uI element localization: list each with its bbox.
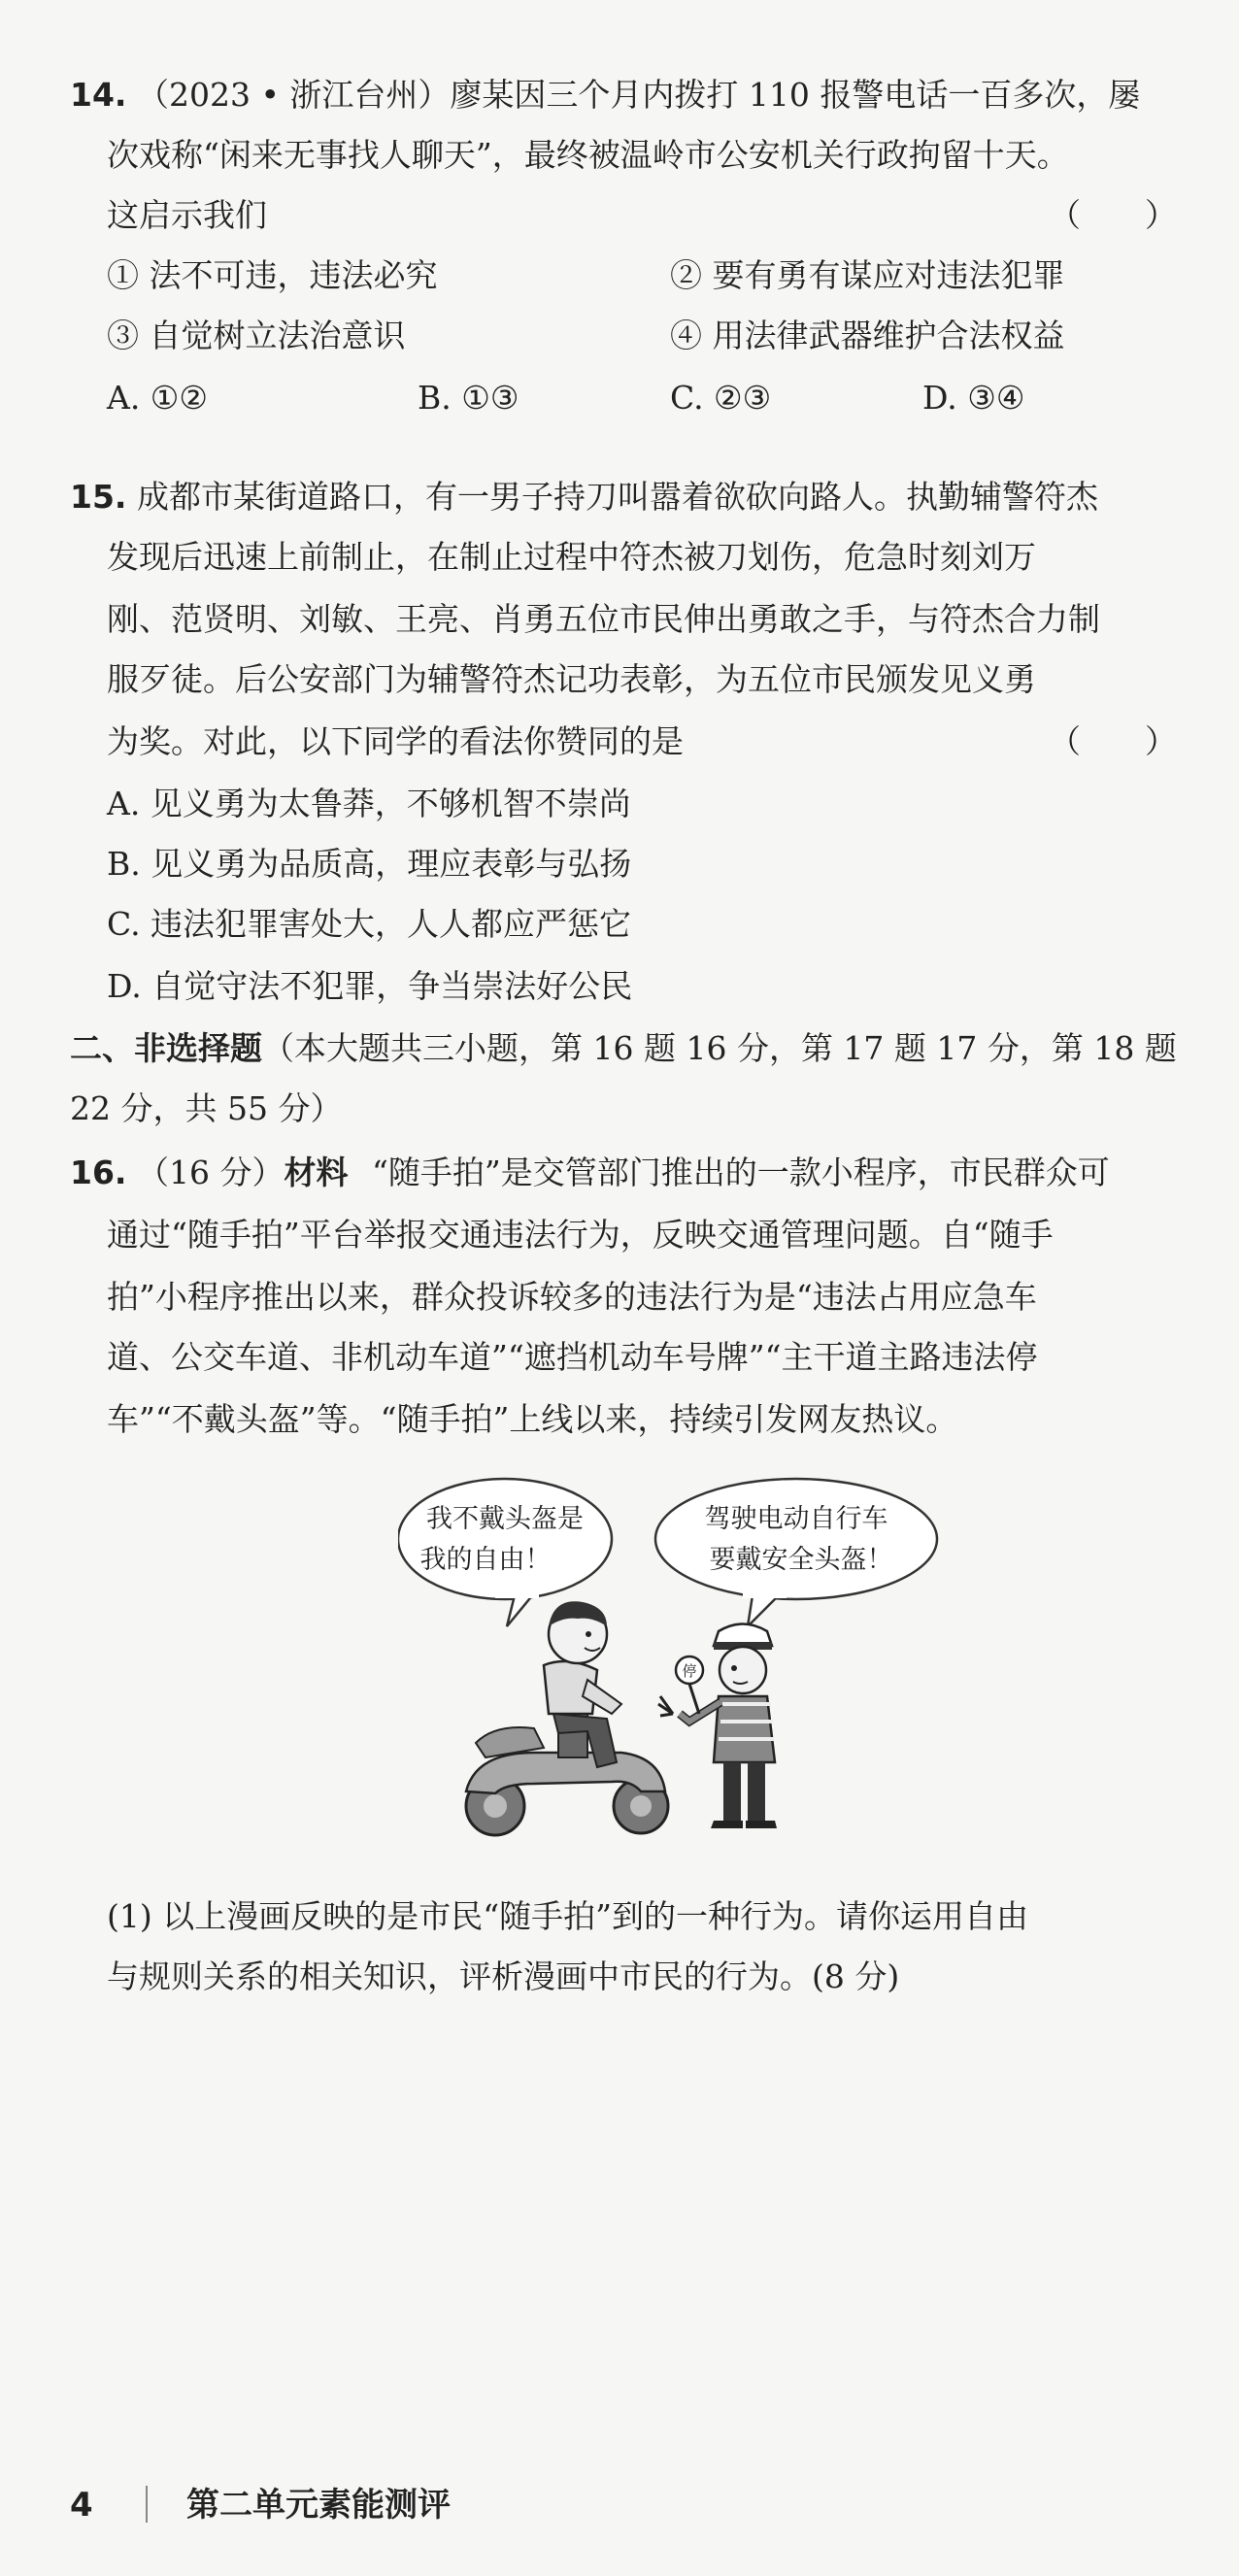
q15-number: 15. xyxy=(70,478,127,516)
footer-unit-title: 第二单元素能测评 xyxy=(186,2486,451,2525)
section2-desc-2: 22 分，共 55 分） xyxy=(70,1089,343,1127)
q14-option-1: ① 法不可违，违法必究 xyxy=(107,256,438,294)
q15-option-b[interactable]: B. 见义勇为品质高，理应表彰与弘扬 xyxy=(107,845,632,883)
q16-line1 xyxy=(70,1152,1110,1194)
q14-choice-d[interactable]: D. ③④ xyxy=(922,379,1025,417)
section2-heading xyxy=(70,1027,1177,1070)
q15-answer-paren[interactable]: （ ） xyxy=(1049,722,1177,760)
q15-line2: 发现后迅速上前制止，在制止过程中符杰被刀划伤，危急时刻刘万 xyxy=(107,538,1036,576)
q15-line3: 刚、范贤明、刘敏、王亮、肖勇五位市民伸出勇敢之手，与符杰合力制 xyxy=(107,600,1100,638)
q15-option-a[interactable]: A. 见义勇为太鲁莽，不够机智不崇尚 xyxy=(107,785,631,822)
footer-page-number: 4 xyxy=(70,2486,93,2525)
q14-line3: 这启示我们 xyxy=(107,196,267,234)
q14-number: 14. xyxy=(70,76,127,114)
q16-text-1: “随手拍”是交管部门推出的一款小程序，市民群众可 xyxy=(371,1154,1110,1191)
q14-option-3: ③ 自觉树立法治意识 xyxy=(107,317,406,354)
q16-material-label: 材料 xyxy=(284,1154,349,1191)
section2-title: 二、非选择题 xyxy=(70,1029,262,1067)
footer-divider xyxy=(146,2486,148,2523)
q14-choice-a[interactable]: A. ①② xyxy=(107,379,208,417)
traffic-officer xyxy=(658,1624,777,1829)
q15-option-d[interactable]: D. 自觉守法不犯罪，争当崇法好公民 xyxy=(107,967,633,1005)
q14-line1 xyxy=(70,74,1140,117)
q15-line5: 为奖。对此，以下同学的看法你赞同的是 xyxy=(107,722,684,760)
q16-line2: 通过“随手拍”平台举报交通违法行为，反映交通管理问题。自“随手 xyxy=(107,1216,1054,1254)
q16-sub1-line1: (1) 以上漫画反映的是市民“随手拍”到的一种行为。请你运用自由 xyxy=(107,1897,1028,1935)
q14-answer-paren[interactable]: （ ） xyxy=(1049,196,1177,234)
q14-option-4: ④ 用法律武器维护合法权益 xyxy=(670,317,1065,354)
cartoon-illustration xyxy=(398,1471,952,1840)
q14-choice-c[interactable]: C. ②③ xyxy=(670,379,772,417)
left-bubble-text-2: 我的自由！ xyxy=(419,1545,552,1575)
q16-line5: 车”“不戴头盔”等。“随手拍”上线以来，持续引发网友热议。 xyxy=(107,1400,958,1438)
q14-option-2: ② 要有勇有谋应对违法犯罪 xyxy=(670,256,1065,294)
q14-text-1: （2023 • 浙江台州）廖某因三个月内拨打 110 报警电话一百多次，屡 xyxy=(136,76,1141,114)
q15-option-c[interactable]: C. 违法犯罪害处大，人人都应严惩它 xyxy=(107,905,632,943)
scooter-rider xyxy=(466,1601,668,1835)
section2-desc-1: （本大题共三小题，第 16 题 16 分，第 17 题 17 分，第 18 题 xyxy=(262,1029,1177,1067)
right-bubble-text-2: 要戴安全头盔！ xyxy=(709,1545,893,1575)
q14-line2: 次戏称“闲来无事找人聊天”，最终被温岭市公安机关行政拘留十天。 xyxy=(107,136,1069,174)
q15-line1 xyxy=(70,476,1098,519)
q16-number: 16. xyxy=(70,1154,127,1191)
q16-line4: 道、公交车道、非机动车道”“遮挡机动车号牌”“主干道主路违法停 xyxy=(107,1338,1038,1376)
right-speech-bubble xyxy=(655,1479,937,1626)
q15-line4: 服歹徒。后公安部门为辅警符杰记功表彰，为五位市民颁发见义勇 xyxy=(107,660,1036,698)
q15-text-1: 成都市某街道路口，有一男子持刀叫嚣着欲砍向路人。执勤辅警符杰 xyxy=(136,478,1098,516)
q14-choice-b[interactable]: B. ①③ xyxy=(418,379,519,417)
right-bubble-text-1: 驾驶电动自行车 xyxy=(704,1504,888,1534)
left-bubble-text-1: 我不戴头盔是 xyxy=(426,1504,584,1534)
q16-score: （16 分） xyxy=(136,1154,285,1191)
q16-line3: 拍”小程序推出以来，群众投诉较多的违法行为是“违法占用应急车 xyxy=(107,1278,1037,1316)
stop-sign-text: 停 xyxy=(682,1662,697,1680)
q16-sub1-line2: 与规则关系的相关知识，评析漫画中市民的行为。(8 分) xyxy=(107,1957,900,1995)
